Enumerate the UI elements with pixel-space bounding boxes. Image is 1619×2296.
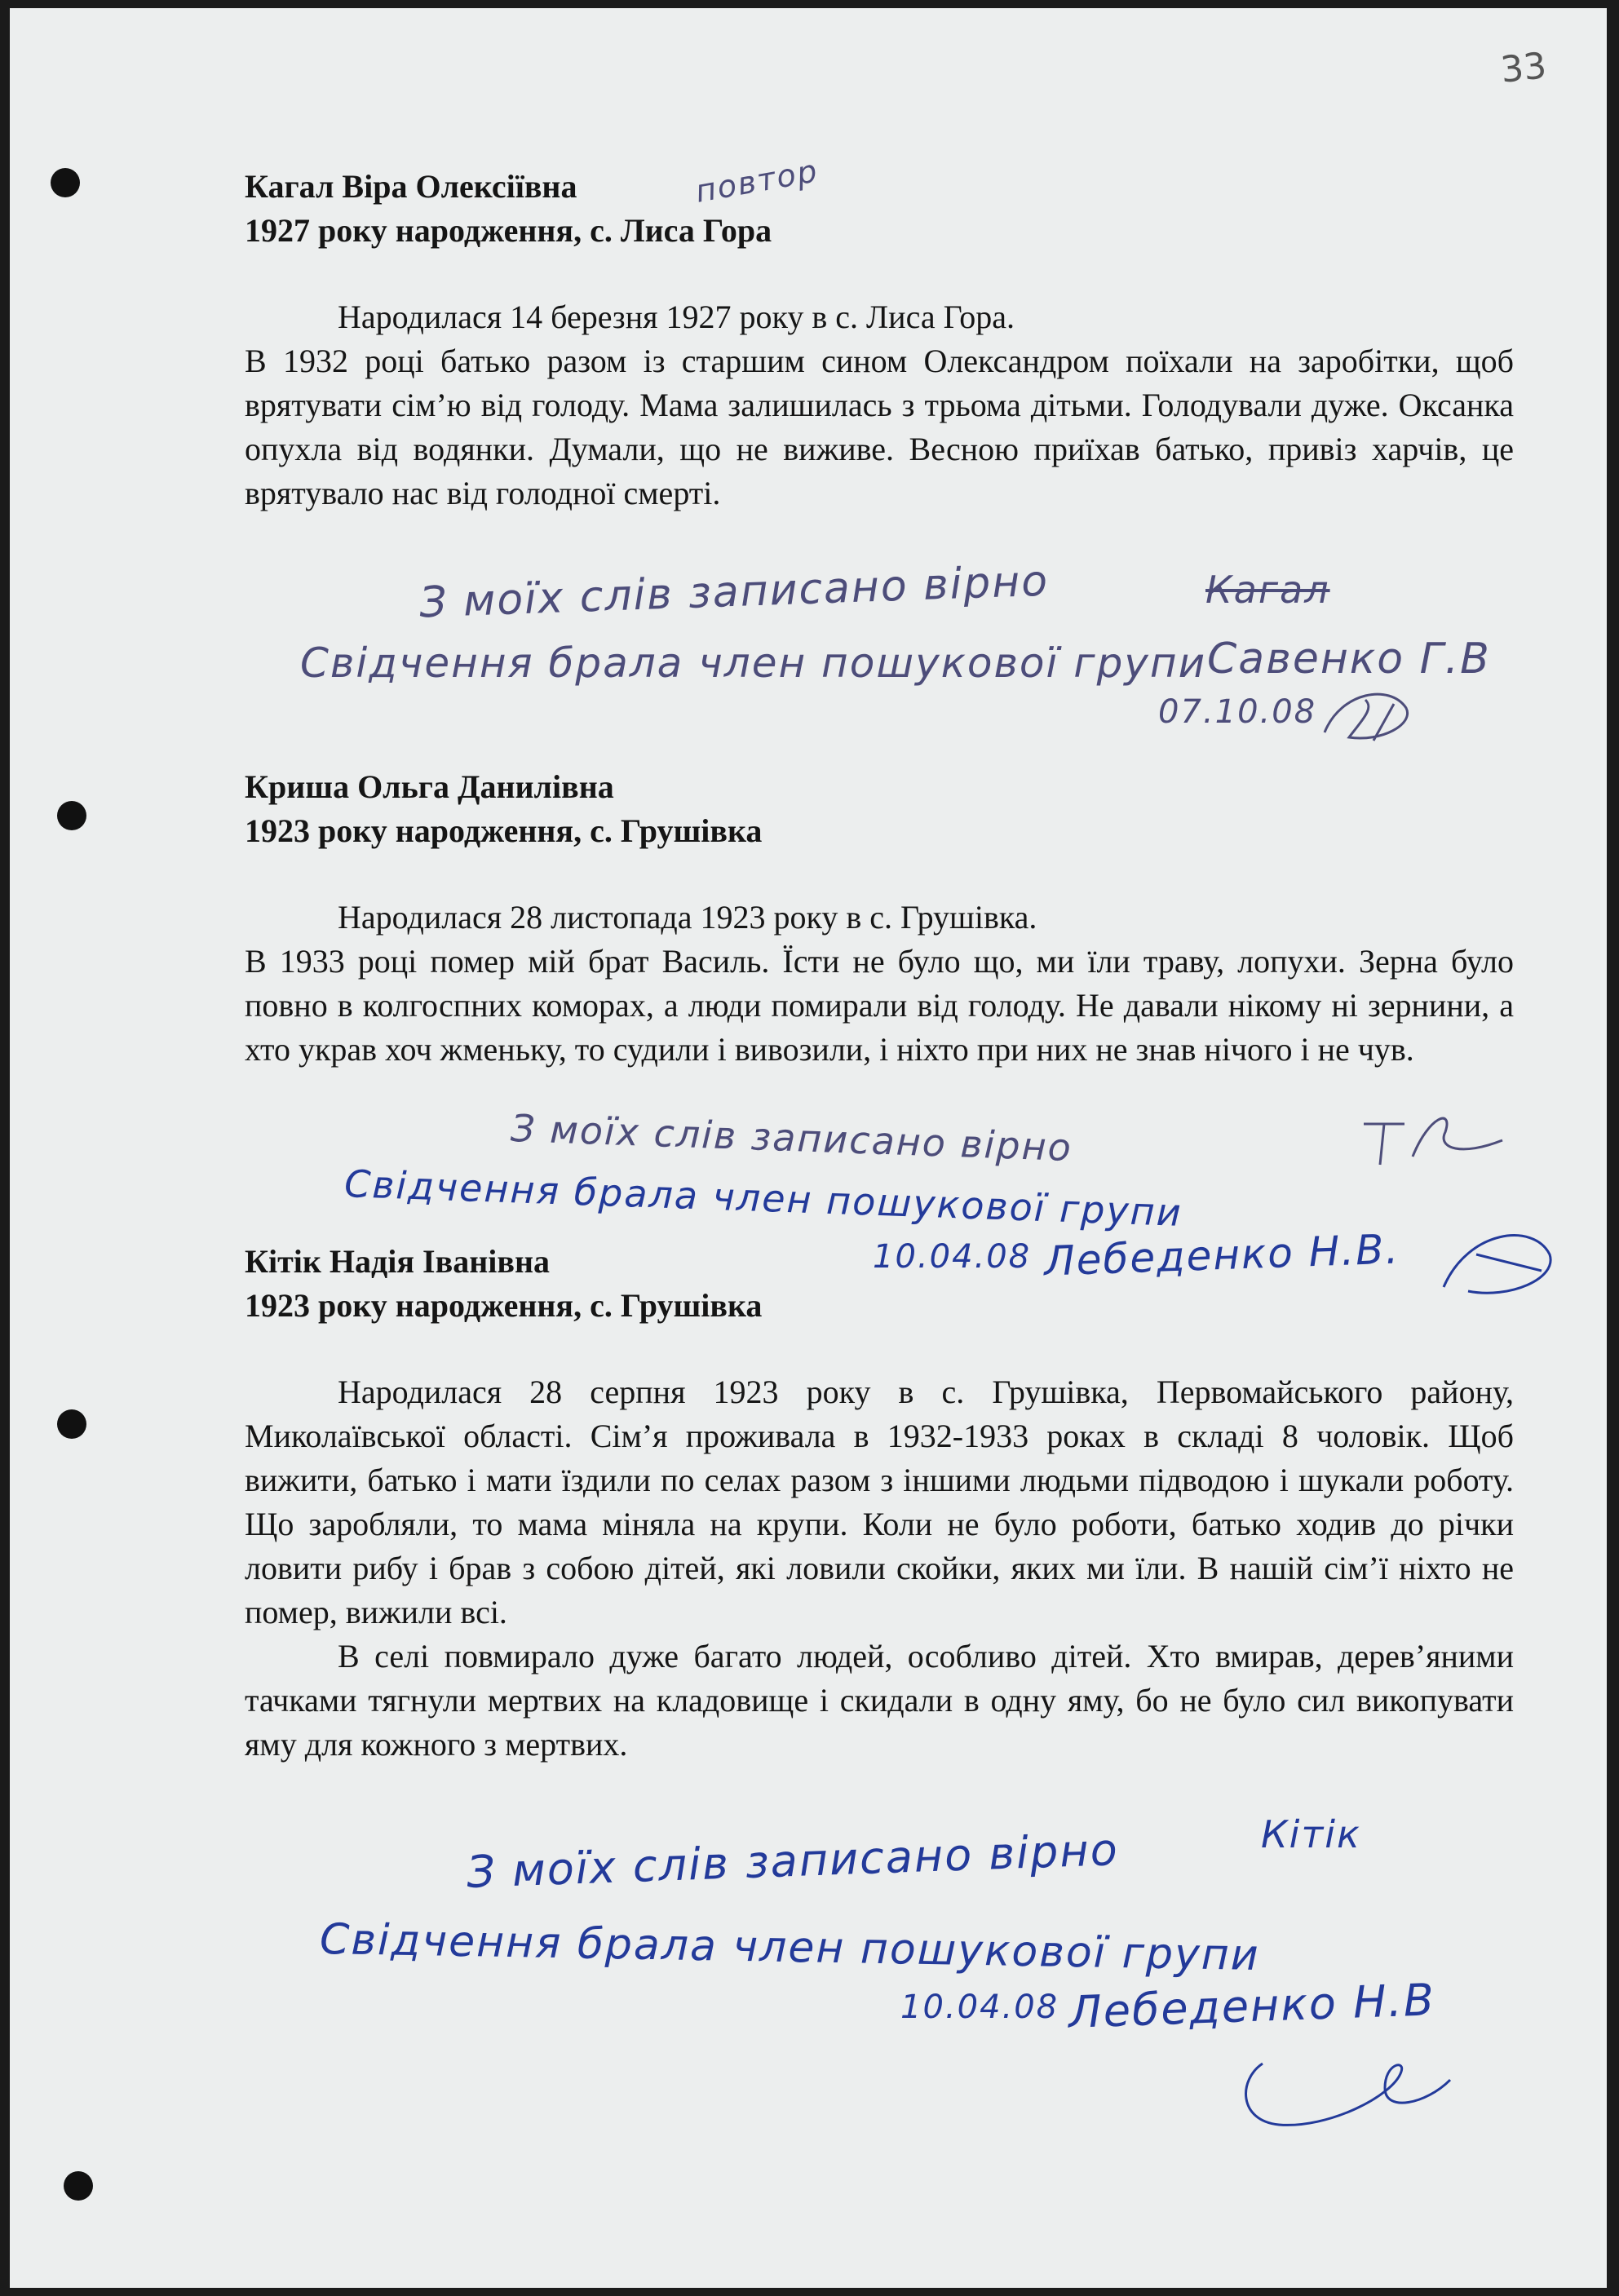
collector-name: Лебеденко Н.В [1068,1974,1436,2038]
witness-birth: 1923 року народження, с. Грушівка [245,1287,763,1324]
handwritten-witness-note: Свідчення брала член пошукової групи [300,639,1207,687]
witness-signature-icon [1356,1099,1511,1173]
collector-signature-icon [1316,683,1422,749]
signed-date: 07.10.08 [1158,693,1317,731]
handwritten-confirmation: З моїх слів записано вірно [418,556,1050,628]
witness-birth: 1927 року народження, с. Лиса Гора [245,212,772,249]
annotation-repeat: повтор [692,153,821,210]
collector-signature-icon [1230,2047,1466,2137]
binder-hole-icon [64,2171,93,2201]
document-page [10,8,1607,2288]
collector-name: Савенко Г.В [1207,635,1491,683]
testimony-krysha [245,765,1514,1072]
witness-signature: Кагал [1205,568,1330,612]
signed-date: 10.04.08 [873,1238,1032,1276]
witness-signature: Кітік [1261,1812,1361,1856]
signed-date: 10.04.08 [900,1989,1059,2026]
testimony-paragraph: В селі повмирало дуже багато людей, особливо дітей. Хто вмирав, дерев’яними тачками тягнули мертвих на кладовище і скидали в одну яму, бо не було сил викопувати яму для кожного з мертвих. [245,1638,1514,1763]
binder-hole-icon [57,1409,86,1439]
witness-name: Криша Ольга Данилівна [245,768,614,805]
testimony-paragraph: Народилася 14 березня 1927 року в с. Лиса Гора. [338,299,1015,335]
testimony-kitik [245,1240,1514,1767]
testimony-paragraph: В 1932 році батько разом із старшим сином Олександром поїхали на заробітки, щоб врятувати сім’ю від голоду. Мама залишилась з трьома дітьми. Голодували дуже. Оксанка опухла від водянки. Думали, що не виживе. Весною приїхав батько, привіз харчів, це врятувало нас від голодної смерті. [245,343,1514,511]
binder-hole-icon [57,801,86,830]
testimony-kagal [245,165,1514,515]
handwritten-confirmation: З моїх слів записано вірно [466,1824,1120,1898]
testimony-paragraph: Народилася 28 листопада 1923 року в с. Грушівка. [338,899,1037,936]
binder-hole-icon [51,168,80,197]
witness-name: Кагал Віра Олексіївна [245,168,577,205]
handwritten-witness-note: Свідчення брала член пошукової групи [343,1161,1183,1235]
testimony-paragraph: Народилася 28 серпня 1923 року в с. Грушівка, Первомайського району, Миколаївської області. Сім’я проживала в 1932-1933 роках в складі 8 чоловік. Щоб вижити, батько і мати їздили по селах разом з іншими людьми підводою і шукали роботу. Що заробляли, то мама міняла на крупи. Коли не було роботи, батько ходив до річки ловити рибу і брав з собою дітей, які ловили скойки, яких ми їли. В нашій сім’ї ніхто не помер, вижили всі. [245,1374,1514,1630]
witness-name: Кітік Надія Іванівна [245,1243,551,1280]
page-number: 33 [1498,45,1549,91]
collector-name: Лебеденко Н.В. [1043,1225,1401,1285]
witness-birth: 1923 року народження, с. Грушівка [245,812,763,849]
handwritten-confirmation: З моїх слів записано вірно [510,1105,1073,1170]
testimony-paragraph: В 1933 році помер мій брат Василь. Їсти не було що, ми їли траву, лопухи. Зерна було повно в колгоспних коморах, а люди помирали від голоду. Не давали нікому ні зернини, а хто украв хоч жменьку, то судили і вивозили, і ніхто при них не знав нічого і не чув. [245,943,1514,1068]
handwritten-witness-note: Свідчення брала член пошукової групи [319,1914,1261,1981]
